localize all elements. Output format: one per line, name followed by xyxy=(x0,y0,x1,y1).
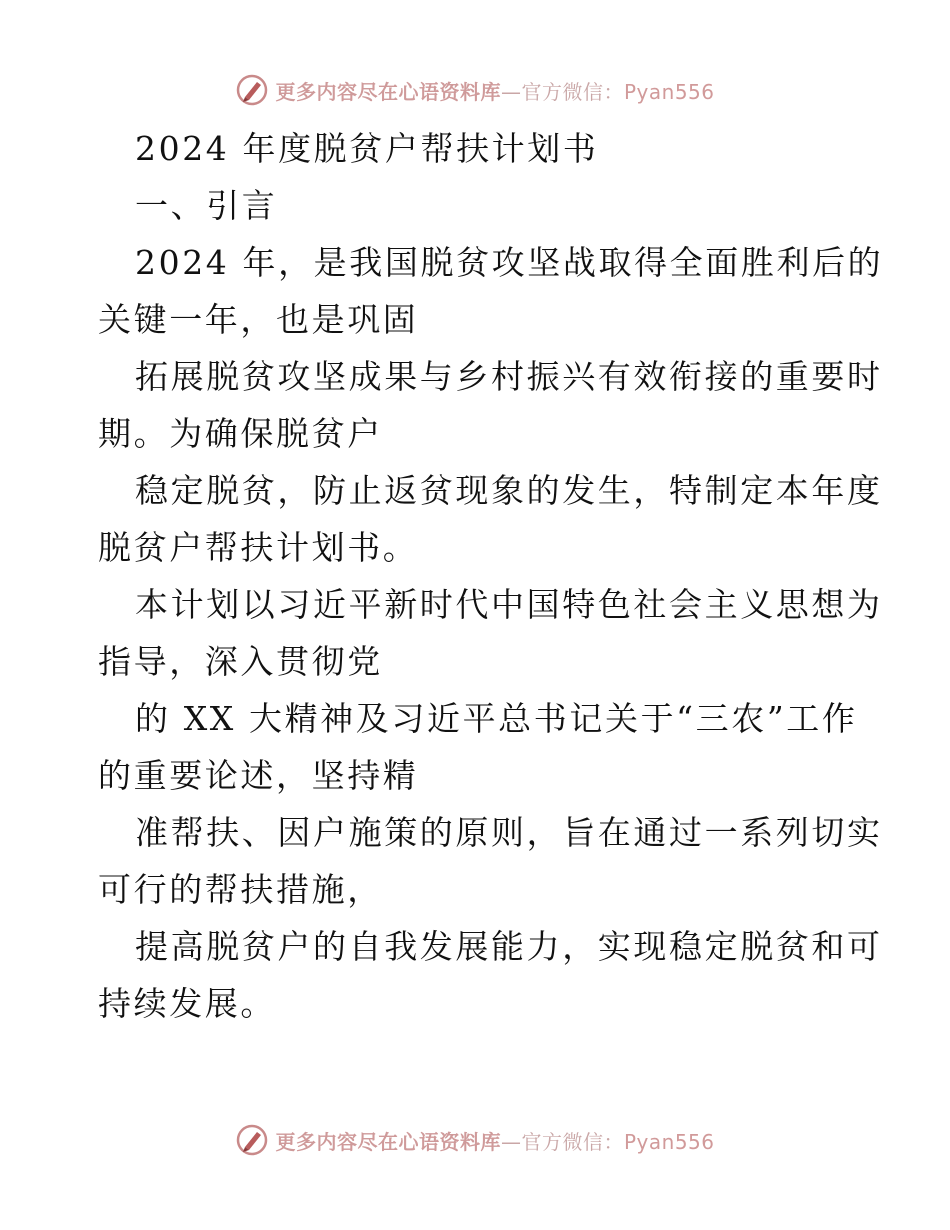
watermark-header xyxy=(0,70,950,110)
paragraph-line: 脱贫户帮扶计划书。 xyxy=(98,528,419,567)
document-body xyxy=(98,120,884,1032)
paragraph-line: 指导，深入贯彻党 xyxy=(98,642,383,681)
document-title: 2024 年度脱贫户帮扶计划书 xyxy=(135,129,599,168)
pen-logo-icon xyxy=(235,73,269,107)
watermark-text: 更多内容尽在心语资料库—官方微信：Pyan556 xyxy=(275,1129,715,1154)
paragraph-line: 的重要论述，坚持精 xyxy=(98,756,419,795)
watermark-footer xyxy=(0,1120,950,1160)
paragraph-line: 稳定脱贫，防止返贫现象的发生，特制定本年度 xyxy=(135,471,883,510)
paragraph-line: 持续发展。 xyxy=(98,984,276,1023)
paragraph-line: 可行的帮扶措施， xyxy=(98,870,383,909)
pen-logo-icon xyxy=(235,1123,269,1157)
paragraph-line: 2024 年，是我国脱贫攻坚战取得全面胜利后的 xyxy=(135,243,884,282)
paragraph-line: 期。为确保脱贫户 xyxy=(98,414,383,453)
paragraph-line: 准帮扶、因户施策的原则，旨在通过一系列切实 xyxy=(135,813,883,852)
paragraph-line: 拓展脱贫攻坚成果与乡村振兴有效衔接的重要时 xyxy=(135,357,883,396)
paragraph-line: 关键一年，也是巩固 xyxy=(98,300,419,339)
paragraph-line: 本计划以习近平新时代中国特色社会主义思想为 xyxy=(135,585,883,624)
section-heading: 一、引言 xyxy=(135,186,278,225)
watermark-text: 更多内容尽在心语资料库—官方微信：Pyan556 xyxy=(275,79,715,104)
paragraph-line: 提高脱贫户的自我发展能力，实现稳定脱贫和可 xyxy=(135,927,883,966)
paragraph-line: 的 XX 大精神及习近平总书记关于“三农”工作 xyxy=(135,699,858,738)
